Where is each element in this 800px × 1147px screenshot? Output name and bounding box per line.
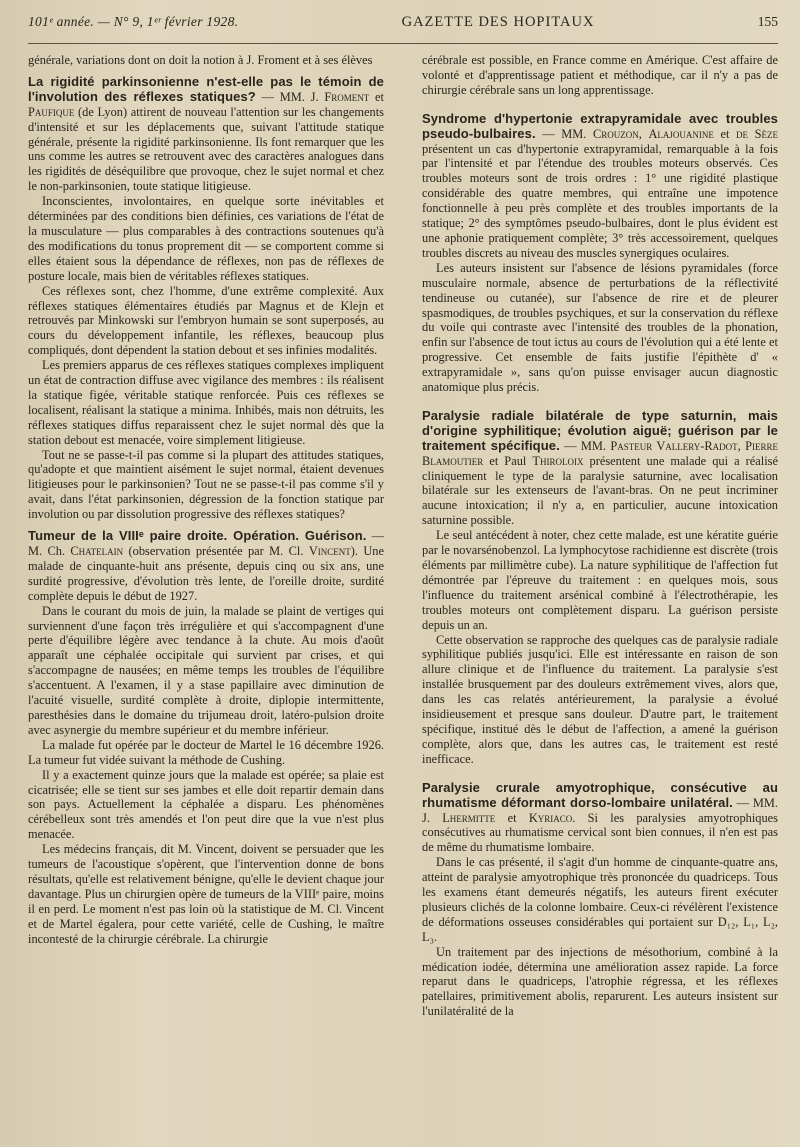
issue-info: 101ᵉ année. — N° 9, 1ᵉʳ février 1928. [28,14,239,29]
paragraph: Tout ne se passe-t-il pas comme si la plupart des attitudes statiques, qu'adopte et que maintient aisément le sujet normal, étaient devenues litigieuses pour le parkinsonien? Tout ne se passe-t-il pas comme s'il y avait, dans l'état parkinsonien, dégression de la fonction statique par involution ou par dissolution progressive des réflexes statiques? [28,447,384,522]
article-title: Tumeur de la VIIIᵉ paire droite. Opération. Guérison. [28,528,367,544]
author-name: Froment [324,89,370,104]
right-column [422,53,778,1019]
article-paralysie-radiale: Paralysie radiale bilatérale de type saturnin, mais d'origine syphilitique; évolution aiguë; guérison par le traitement spécifique. — MM. Pasteur Vallery-Radot, Pierre Blamoutier et Paul Thiroloix présentent une malade qui a réalisé cliniquement le type de la paralysie saturnine, avec localisation bilatérale sur les extenseurs de l'avant-bras. On ne peut incriminer aucune intoxication; il n'y a, en particulier, aucune intoxication saturnine possible. [422,407,778,528]
paragraph: Le seul antécédent à noter, chez cette malade, est une kératite guérie par le novarsénobenzol. La lymphocytose rachidienne est discrète (trois éléments par millimètre cube). La nature syphilitique de l'affection fut démontrée par l'épreuve du traitement : en quelques mois, sous l'influence du traitement arsénical combiné à l'électrothérapie, les troubles moteurs ont complètement disparu. La guérison persiste depuis un an. [422,528,778,632]
author-name: Paufique [28,104,75,119]
author-name: Lhermitte [442,810,496,825]
author-name: Vincent [308,544,351,558]
paragraph: Dans le cas présenté, il s'agit d'un homme de cinquante-quatre ans, atteint de paralysie amyotrophique très prononcée du quadriceps. Tous les examens étant demeurés négatifs, les auteurs firent exécuter plusieurs clichés de la colonne lombaire. Ceux-ci révélèrent l'existence de déformations osseuses considérables qui portaient sur D₁₂, L₁, L₂, L₃. [422,855,778,944]
author-name: Alajouanine [648,126,714,141]
article-parkinson: La rigidité parkinsonienne n'est-elle pas le témoin de l'involution des réflexes statiques? — MM. J. Froment et Paufique (de Lyon) attirent de nouveau l'attention sur les changements d'intensité et sur les déplacements que, suivant l'attitude statique générale, présente la rigidité parkinsonienne. Ils font remarquer que les uns comme les autres se retrouvent avec des caractères analogues dans les rigidités de déséquilibre que provoque, chez le sujet normal et chez le non-parkinsonien, toute statique litigieuse. [28,73,384,194]
running-header [28,14,778,44]
paragraph: Les médecins français, dit M. Vincent, doivent se persuader que les tumeurs de l'acoustique s'opèrent, que l'intervention donne de bons résultats, qu'elle est relativement bénigne, qu'elle le devient chaque jour davantage. Plus un chirurgien opère de tumeurs de la VIIIᵉ paire, moins il en perd. Le moment n'est pas loin où la statistique de M. Cl. Vincent et de Martel égalera, pour cette variété, celle de Cushing, le maître incontesté de la chirurgie cérébrale. La chirurgie [28,842,384,946]
paragraph: Il y a exactement quinze jours que la malade est opérée; sa plaie est cicatrisée; elle se tient sur ses jambes et elle doit repartir demain dans son pays. Actuellement la céphalée a disparu. Les phénomènes cérébelleux sont très amendés et l'on peut dire que la vue n'est plus menacée. [28,767,384,842]
left-column [28,53,384,1019]
article-title: La rigidité parkinsonienne n'est-elle pas le témoin de l'involution des réflexes statiques? [28,73,384,104]
continued-paragraph: générale, variations dont on doit la notion à J. Froment et à ses élèves [28,53,373,67]
paragraph: Ces réflexes sont, chez l'homme, d'une extrême complexité. Aux réflexes statiques élémentaires étudiés par Magnus et de Klejn et retrouvés par Minkowski sur l'embryon humain se sont superposés, au cours du développement infantile, les réflexes, beaucoup plus compliqués, dont dépendent la station debout et ses infinies modalités. [28,283,384,358]
paragraph: Dans le courant du mois de juin, la malade se plaint de vertiges qui surviennent d'une façon très irrégulière et qui s'accompagnent d'une perte d'équilibre légère avec tendance à la chute. Au mois d'août apparaît une céphalée occipitale qui survient par crises, et qui s'accompagne de nausées; en même temps les troubles de l'équilibre s'accentuent. A l'examen, il y a stase papillaire avec diminution de l'acuité visuelle, surdité complète à droite, diplopie intermittente, paresthésies dans le domaine du trijumeau droit, latéro-pulsion droite avec asynergie du membre supérieur et du membre inférieur. [28,603,384,737]
paragraph: Les auteurs insistent sur l'absence de lésions pyramidales (force musculaire normale, absence de perturbations de la réflectivité tendineuse ou cutanée), sur l'absence de rire et de pleurer spasmodiques, de troubles psychiques, et sur la conservation du réflexe du voile qui contraste avec l'intensité des troubles de la phonation, enfin sur l'absence de tout ictus au cours de l'évolution qui a été lente et progressive. Cet ensemble de faits justifie l'épithète d' « extrapyramidale », sans qu'on puisse envisager aucun diagnostic anatomique plus précis. [422,260,778,395]
article-paralysie-crurale: Paralysie crurale amyotrophique, consécutive au rhumatisme déformant dorso-lombaire unilatéral. — MM. J. Lhermitte et Kyriaco. Si les paralysies amyotrophiques consécutives au rhumatisme cervical sont bien connues, il n'en est pas de même du rhumatisme lombaire. [422,779,779,855]
author-name: Chatelain [70,544,124,558]
paragraph: Inconscientes, involontaires, en quelque sorte inévitables et déterminées par des conditions bien définies, ces variations de l'état de la musculature — plus comparables à des contractions soutenues qu'à des modifications du tonus proprement dit — se comportent comme si elles étaient sous la dépendance de réflexes, non pas de réflexes de posture locale, mais bien de véritables réflexes statiques. [28,194,384,283]
paragraph: Cette observation se rapproche des quelques cas de paralysie radiale syphilitique publiés jusqu'ici. Elle est intéressante en raison de son allure clinique et de l'influence du traitement. La paralysie s'est installée brusquement par des douleurs extrêmement vives, alors que, dans les cas relatés antérieurement, la paralysie a évolué insidieusement et presque sans douleur. D'autre part, le traitement spécifique, institué dès le début de l'affection, a amené la guérison complète, alors que, dans les autres cas, le traitement est resté inefficace. [422,632,778,766]
journal-title: GAZETTE DES HOPITAUX [401,14,595,30]
paragraph: Un traitement par des injections de mésothorium, combiné à la médication iodée, détermina une amélioration assez rapide. La force reparut dans le quadriceps, l'atrophie régressa, et les réflexes patellaires, primitivement abolis, reparurent. Les auteurs insistent sur l'unilatéralité de la [422,944,778,1019]
continued-paragraph: cérébrale est possible, en France comme en Amérique. C'est affaire de volonté et d'apprentissage patient et méthodique, car il n'y a pas de chirurgie cérébrale sans un long apprentissage. [422,53,778,97]
author-name: Kyriaco [528,810,573,825]
article-title: Syndrome d'hypertonie extrapyramidale avec troubles pseudo-bulbaires. [422,110,778,141]
author-name: de Sèze [736,126,778,141]
author-name: Pasteur Vallery-Radot [610,438,738,453]
author-name: Thiroloix [532,453,584,468]
paragraph: Les premiers apparus de ces réflexes statiques complexes impliquent un état de contraction diffuse avec vigilance des membres : ils réalisent la statique figée, véritable statique renforcée. Puis ces réflexes se localisent, réalisant la statique a minima. Inhibés, mais non détruits, les réflexes statiques diffus reparaissent chez le sujet normal dès que la station debout est menacée, voire simplement litigieuse. [28,358,384,447]
article-hypertonie: Syndrome d'hypertonie extrapyramidale avec troubles pseudo-bulbaires. — MM. Crouzon, Alajouanine et de Sèze présentent un cas d'hypertonie extrapyramidal, remarquable à la fois par l'intensité et par l'étendue des troubles moteurs observés. Ces troubles moteurs sont de trois ordres : 1° une rigidité plastique considérable des quatre membres, qui entraîne une impotence fonctionnelle à peu près complète et des troubles importants de la statique; 2° des symptômes pseudo-bulbaires, dont le plus évident est une aphonie pratiquement complète; 3° très accessoirement, quelques troubles discrets au niveau des muscles synergiques oculaires. [422,110,778,260]
paragraph: La malade fut opérée par le docteur de Martel le 16 décembre 1926. La tumeur fut vidée suivant la méthode de Cushing. [28,737,384,767]
article-title: Paralysie radiale bilatérale de type saturnin, mais d'origine syphilitique; évolution aiguë; guérison par le traitement spécifique. [422,407,778,453]
author-name: Crouzon [592,126,639,141]
article-tumeur: Tumeur de la VIIIᵉ paire droite. Opération. Guérison. — M. Ch. Chatelain (observation présentée par M. Cl. Vincent). Une malade de cinquante-huit ans présente, depuis cinq ou six ans, une surdité progressive, d'évolution très lente, de l'oreille droite, surdité complète depuis le début de 1927. [28,528,384,603]
page-number: 155 [757,14,778,29]
article-title: Paralysie crurale amyotrophique, consécutive au rhumatisme déformant dorso-lombaire unilatéral. [422,779,778,810]
author-name: Pierre Blamoutier [422,438,778,468]
